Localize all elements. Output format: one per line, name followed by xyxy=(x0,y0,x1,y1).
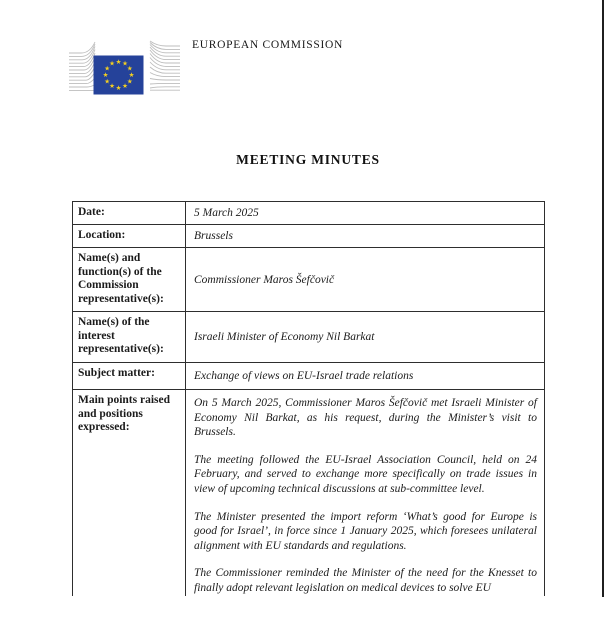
svg-text:★: ★ xyxy=(109,59,115,68)
row-main-points-value xyxy=(186,390,545,597)
row-date-label: Date: xyxy=(73,202,186,225)
svg-text:★: ★ xyxy=(115,57,122,66)
row-commission-representative-value: Commissioner Maros Šefčovič xyxy=(186,248,545,312)
row-interest-representative xyxy=(73,312,545,363)
row-commission-representative-label: Name(s) and function(s) of the Commission representative(s): xyxy=(73,248,186,312)
row-date-value: 5 March 2025 xyxy=(186,202,545,225)
european-commission-logo xyxy=(69,39,180,97)
row-main-points xyxy=(73,390,545,597)
logo-left-swoosh-lines xyxy=(69,42,95,90)
row-interest-representative-value: Israeli Minister of Economy Nil Barkat xyxy=(186,312,545,363)
row-main-points-label: Main points raised and positions expressed: xyxy=(73,390,186,597)
row-location-label: Location: xyxy=(73,225,186,248)
svg-text:★: ★ xyxy=(126,64,133,73)
svg-text:★: ★ xyxy=(122,59,128,68)
minutes-table xyxy=(72,201,545,596)
main-points-paragraph-4: The Commissioner reminded the Minister of the need for the Knesset to finally adopt relevant legislation on medical devices to solve EU xyxy=(194,567,537,594)
row-subject-matter xyxy=(73,363,545,390)
row-commission-representative xyxy=(73,248,545,312)
svg-text:★: ★ xyxy=(115,83,122,92)
svg-text:★: ★ xyxy=(102,70,109,79)
main-points-paragraph-1: On 5 March 2025, Commissioner Maros Šefčovič met Israeli Minister of Economy Nil Barkat, as his request, during the Minister’s visit to Brussels. xyxy=(194,397,537,439)
row-location-value: Brussels xyxy=(186,225,545,248)
svg-text:★: ★ xyxy=(122,82,128,91)
svg-text:★: ★ xyxy=(128,70,135,79)
main-points-paragraph-2: The meeting followed the EU-Israel Association Council, held on 24 February, and served to exchange more specifically on trade issues in view of upcoming technical discussions at sub-committee level. xyxy=(194,453,537,495)
svg-text:★: ★ xyxy=(104,77,111,86)
logo-right-swoosh-lines xyxy=(150,41,180,90)
row-date xyxy=(73,202,545,225)
svg-text:★: ★ xyxy=(126,77,133,86)
row-subject-matter-label: Subject matter: xyxy=(73,363,186,390)
european-commission-logo-graphic xyxy=(69,39,180,97)
document-title: MEETING MINUTES xyxy=(236,152,380,167)
page-edge-line xyxy=(602,0,604,597)
row-location xyxy=(73,225,545,248)
svg-text:★: ★ xyxy=(104,64,111,73)
svg-text:★: ★ xyxy=(109,82,115,91)
row-interest-representative-label: Name(s) of the interest representative(s): xyxy=(73,312,186,363)
row-subject-matter-value: Exchange of views on EU-Israel trade relations xyxy=(186,363,545,390)
main-points-paragraph-3: The Minister presented the import reform ‘What’s good for Europe is good for Israel’, in force since 1 January 2025, which foresees unilateral alignment with EU standards and regulations. xyxy=(194,510,537,552)
org-name: EUROPEAN COMMISSION xyxy=(192,39,343,51)
